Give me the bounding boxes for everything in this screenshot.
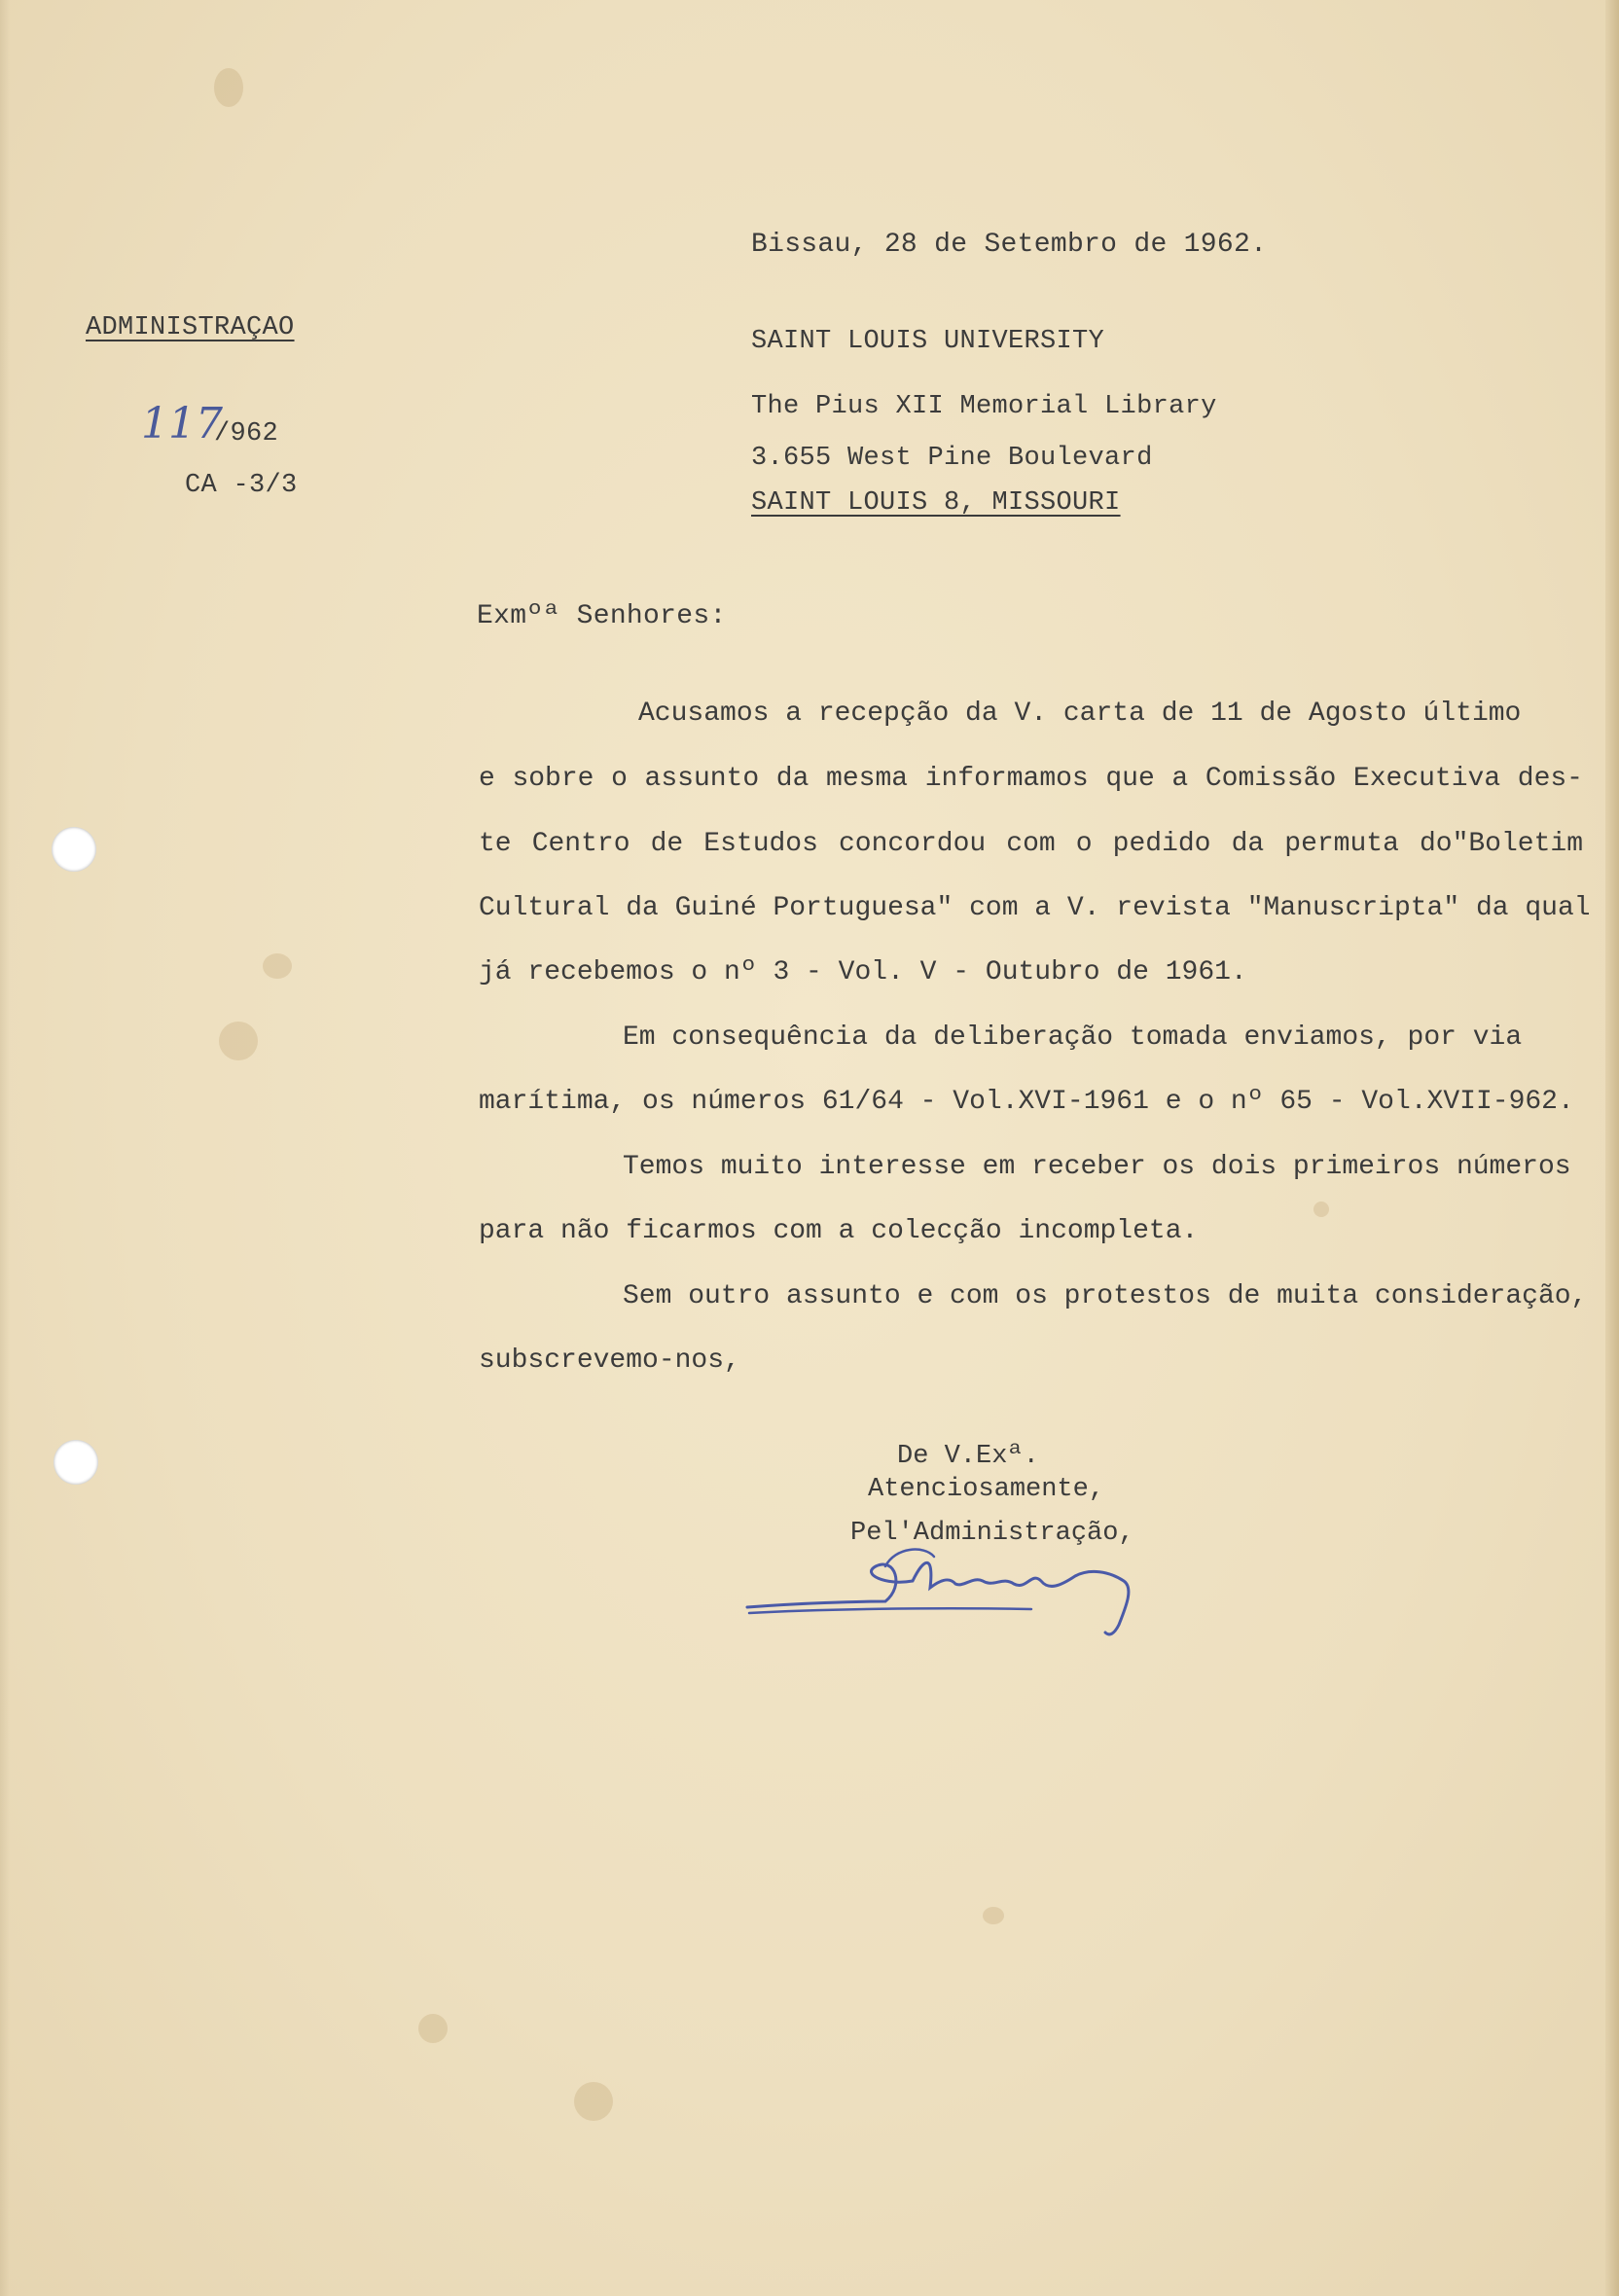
paper-stain (214, 68, 243, 107)
handwritten-reference-number: 117 (141, 399, 223, 448)
body-line: Temos muito interesse em receber os dois primeiros números (623, 1152, 1571, 1182)
department-label: ADMINISTRAÇAO (86, 313, 295, 342)
body-line: Acusamos a recepção da V. carta de 11 de Agosto último (638, 699, 1522, 729)
body-line: te Centro de Estudos concordou com o pedido da permuta do"Boletim (479, 829, 1583, 859)
body-line: Sem outro assunto e com os protestos de muita consideração, (623, 1281, 1588, 1311)
closing-line-3: Pel'Administração, (850, 1519, 1134, 1548)
body-line: Cultural da Guiné Portuguesa" com a V. revista "Manuscripta" da qual (479, 893, 1591, 923)
recipient-line-3: 3.655 West Pine Boulevard (751, 444, 1153, 473)
paper-stain (983, 1907, 1004, 1924)
paper-stain (219, 1022, 258, 1060)
paper-stain (574, 2082, 613, 2121)
recipient-line-4: SAINT LOUIS 8, MISSOURI (751, 488, 1121, 518)
closing-line-2: Atenciosamente, (868, 1475, 1105, 1504)
paper-stain (418, 2014, 448, 2043)
punch-hole-bottom (54, 1440, 98, 1485)
closing-line-1: De V.Exª. (897, 1442, 1039, 1471)
recipient-line-2: The Pius XII Memorial Library (751, 392, 1217, 421)
body-line: Em consequência da deliberação tomada enviamos, por via (623, 1022, 1523, 1053)
paper-edge-right (1605, 0, 1619, 2296)
reference-code: CA -3/3 (185, 471, 298, 500)
body-line: marítima, os números 61/64 - Vol.XVI-1961 e o nº 65 - Vol.XVII-962. (479, 1087, 1574, 1117)
paper-edge-left (0, 0, 10, 2296)
punch-hole-top (52, 827, 96, 872)
handwritten-signature (739, 1527, 1168, 1644)
paper-stain (263, 953, 292, 979)
body-line: já recebemos o nº 3 - Vol. V - Outubro de 1961. (479, 957, 1247, 987)
salutation: Exmºª Senhores: (477, 601, 727, 631)
paper-stain (1313, 1202, 1329, 1217)
recipient-line-1: SAINT LOUIS UNIVERSITY (751, 327, 1105, 356)
letter-date: Bissau, 28 de Setembro de 1962. (751, 230, 1268, 260)
reference-year: /962 (214, 419, 279, 448)
body-line: subscrevemo-nos, (479, 1345, 740, 1376)
body-line: para não ficarmos com a colecção incompleta. (479, 1216, 1199, 1246)
body-line: e sobre o assunto da mesma informamos que a Comissão Executiva des- (479, 764, 1583, 794)
